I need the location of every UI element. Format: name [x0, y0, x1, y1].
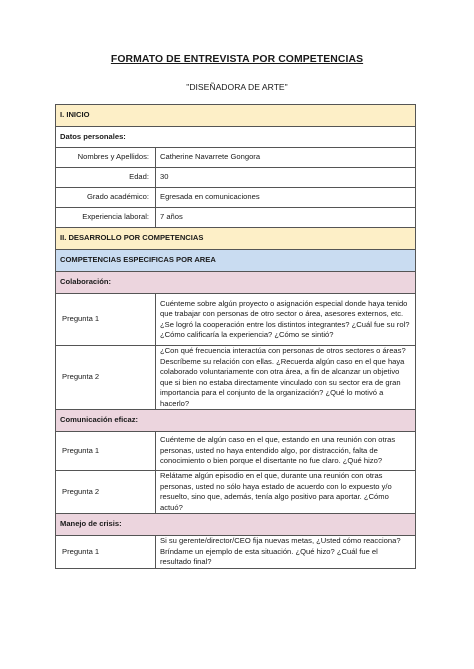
info-label-nombres: Nombres y Apellidos:: [56, 148, 156, 168]
competency-row-manejo-crisis: [56, 514, 416, 536]
question-text: ¿Con qué frecuencia interactúa con personas de otros sectores o áreas? Descríbeme su relación con ellas. ¿Recuerda algún caso en el que haya colaborado voluntariamente con otra área, a fin de alcanzar un objetivo que si bien no estaba directamente vinculado con su sector era de gran importancia para el conjunto de la organización? ¿Qué lo motivó a hacerlo?: [156, 346, 416, 410]
page-subtitle: "DISEÑADORA DE ARTE": [186, 82, 288, 92]
question-row: [56, 471, 416, 514]
competency-heading-manejo-crisis: Manejo de crisis:: [56, 514, 416, 536]
competency-row-comunicacion: [56, 410, 416, 432]
question-row: [56, 346, 416, 410]
table-row: [56, 168, 416, 188]
section-heading-inicio: I. INICIO: [56, 105, 416, 127]
question-row: [56, 536, 416, 569]
question-label: Pregunta 2: [56, 471, 156, 514]
question-text: Cuénteme de algún caso en el que, estando en una reunión con otras personas, usted no haya entendido algo, por distracción, falta de conocimiento o bien porque el disertante no fue claro. ¿Qué hizo?: [156, 432, 416, 471]
table-row: [56, 188, 416, 208]
table-row: [56, 148, 416, 168]
competencias-header-row: [56, 250, 416, 272]
info-label-grado: Grado académico:: [56, 188, 156, 208]
section-heading-desarrollo: II. DESARROLLO POR COMPETENCIAS: [56, 228, 416, 250]
question-text: Relátame algún episodio en el que, durante una reunión con otras personas, usted no sólo haya estado de acuerdo con lo expuesto y/o resuelto, sino que, además, tenía algo positivo para aportar. ¿Cómo actuó?: [156, 471, 416, 514]
question-row: [56, 432, 416, 471]
question-label: Pregunta 2: [56, 346, 156, 410]
competencias-header: COMPETENCIAS ESPECIFICAS POR AREA: [56, 250, 416, 272]
question-row: [56, 294, 416, 346]
datos-personales-label: Datos personales:: [56, 127, 416, 148]
competency-row-colaboracion: [56, 272, 416, 294]
info-label-edad: Edad:: [56, 168, 156, 188]
datos-personales-row: [56, 127, 416, 148]
section-row-inicio: [56, 105, 416, 127]
info-value-grado: Egresada en comunicaciones: [156, 188, 416, 208]
question-label: Pregunta 1: [56, 432, 156, 471]
table-row: [56, 208, 416, 228]
page-title: FORMATO DE ENTREVISTA POR COMPETENCIAS: [110, 54, 364, 65]
info-value-nombres: Catherine Navarrete Gongora: [156, 148, 416, 168]
info-value-experiencia: 7 años: [156, 208, 416, 228]
competency-heading-comunicacion: Comunicación eficaz:: [56, 410, 416, 432]
competency-heading-colaboracion: Colaboración:: [56, 272, 416, 294]
question-text: Si su gerente/director/CEO fija nuevas metas, ¿Usted cómo reacciona? Bríndame un ejemplo de esta situación. ¿Qué hizo? ¿Cuál fue el resultado final?: [156, 536, 416, 569]
question-text: Cuénteme sobre algún proyecto o asignación especial donde haya tenido que trabajar con personas de otro sector o área, asesores externos, etc. ¿Se logró la cooperación entre los distintos integrantes? ¿Cuál fue su rol? ¿Cómo calificaría la experiencia? ¿Cómo se sintió?: [156, 294, 416, 346]
interview-form-table: [55, 104, 416, 569]
info-label-experiencia: Experiencia laboral:: [56, 208, 156, 228]
section-row-desarrollo: [56, 228, 416, 250]
info-value-edad: 30: [156, 168, 416, 188]
question-label: Pregunta 1: [56, 536, 156, 569]
question-label: Pregunta 1: [56, 294, 156, 346]
